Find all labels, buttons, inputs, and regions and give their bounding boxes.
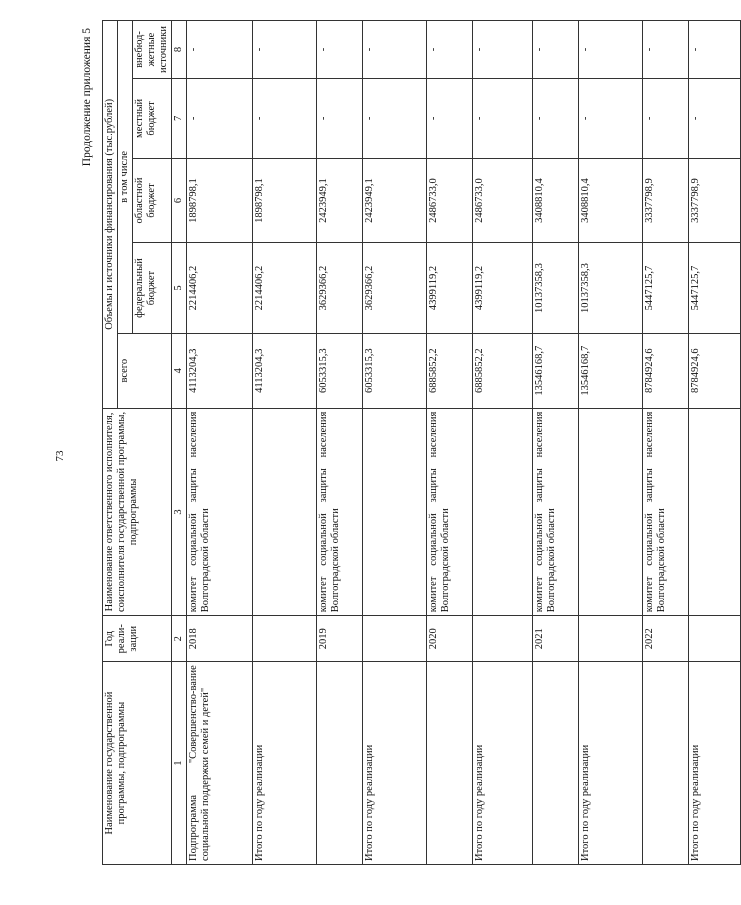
row-federal: 4399119,2 (473, 243, 533, 334)
row-executor (579, 408, 643, 616)
row-executor: комитет социальной защиты населения Волгоградской области (317, 408, 363, 616)
row-executor (689, 408, 741, 616)
row-regional: 2486733,0 (473, 158, 533, 243)
row-regional: 2423949,1 (363, 158, 427, 243)
row-name (643, 662, 689, 865)
table-row (579, 21, 643, 865)
row-name: Итого по году реализации (253, 662, 317, 865)
row-local: - (533, 79, 579, 159)
row-regional: 3408810,4 (579, 158, 643, 243)
row-total: 13546168,7 (579, 333, 643, 408)
row-executor: комитет социальной защиты населения Волгоградской области (643, 408, 689, 616)
column-number: 7 (172, 79, 187, 159)
row-federal: 5447125,7 (643, 243, 689, 334)
row-local: - (427, 79, 473, 159)
row-local: - (473, 79, 533, 159)
row-local: - (317, 79, 363, 159)
row-federal: 5447125,7 (689, 243, 741, 334)
header-year: Год реали-зации (103, 616, 172, 662)
row-extrabudget: - (643, 21, 689, 79)
row-year: 2018 (187, 616, 253, 662)
column-number: 5 (172, 243, 187, 334)
row-local: - (579, 79, 643, 159)
row-extrabudget: - (689, 21, 741, 79)
row-name (533, 662, 579, 865)
page-number: 73 (54, 450, 66, 462)
row-extrabudget: - (187, 21, 253, 79)
row-federal: 3629366,2 (317, 243, 363, 334)
column-number: 3 (172, 408, 187, 616)
row-extrabudget: - (427, 21, 473, 79)
table-row (473, 21, 533, 865)
column-number: 8 (172, 21, 187, 79)
row-regional: 3337798,9 (689, 158, 741, 243)
row-regional: 2423949,1 (317, 158, 363, 243)
table-row (363, 21, 427, 865)
column-number: 2 (172, 616, 187, 662)
row-year (579, 616, 643, 662)
row-executor: комитет социальной защиты населения Волгоградской области (187, 408, 253, 616)
row-local: - (187, 79, 253, 159)
row-name (317, 662, 363, 865)
table-row (689, 21, 741, 865)
row-name (427, 662, 473, 865)
header-total: всего (118, 333, 172, 408)
row-regional: 1898798,1 (253, 158, 317, 243)
table-row (187, 21, 253, 865)
row-total: 6053315,3 (317, 333, 363, 408)
row-extrabudget: - (363, 21, 427, 79)
column-number-row (172, 21, 187, 865)
row-total: 13546168,7 (533, 333, 579, 408)
row-name: Подпрограмма "Совершенство-вание социальной поддержки семей и детей" (187, 662, 253, 865)
header-local: местный бюджет (133, 79, 172, 159)
table-row (253, 21, 317, 865)
row-year (253, 616, 317, 662)
row-name: Итого по году реализации (363, 662, 427, 865)
header-regional: областной бюджет (133, 158, 172, 243)
row-local: - (253, 79, 317, 159)
row-name: Итого по году реализации (689, 662, 741, 865)
header-funding: Объемы и источники финансирования (тыс.рублей) (103, 21, 118, 409)
table-row (533, 21, 579, 865)
row-federal: 10137358,3 (579, 243, 643, 334)
row-name: Итого по году реализации (579, 662, 643, 865)
row-extrabudget: - (253, 21, 317, 79)
row-extrabudget: - (533, 21, 579, 79)
row-total: 8784924,6 (689, 333, 741, 408)
column-number: 6 (172, 158, 187, 243)
row-federal: 2214406,2 (253, 243, 317, 334)
row-federal: 2214406,2 (187, 243, 253, 334)
funding-table (102, 20, 741, 865)
column-number: 4 (172, 333, 187, 408)
row-year: 2020 (427, 616, 473, 662)
row-regional: 2486733,0 (427, 158, 473, 243)
header-extrabudget: внебюд-жетные источники (133, 21, 172, 79)
row-federal: 3629366,2 (363, 243, 427, 334)
header-program: Наименование государственной программы, подпрограммы (103, 662, 172, 865)
row-local: - (689, 79, 741, 159)
row-total: 8784924,6 (643, 333, 689, 408)
row-extrabudget: - (579, 21, 643, 79)
row-local: - (643, 79, 689, 159)
row-year: 2021 (533, 616, 579, 662)
row-total: 4113204,3 (187, 333, 253, 408)
row-local: - (363, 79, 427, 159)
row-executor (253, 408, 317, 616)
row-total: 4113204,3 (253, 333, 317, 408)
row-year (473, 616, 533, 662)
rotated-page (80, 20, 701, 865)
row-name: Итого по году реализации (473, 662, 533, 865)
row-extrabudget: - (473, 21, 533, 79)
row-total: 6053315,3 (363, 333, 427, 408)
table-row (643, 21, 689, 865)
row-executor (473, 408, 533, 616)
row-executor: комитет социальной защиты населения Волгоградской области (533, 408, 579, 616)
header-executor: Наименование ответственного исполнителя, соисполнителя государственной программы, подпрограммы (103, 408, 172, 616)
appendix-caption: Продолжение приложения 5 (81, 28, 93, 167)
row-total: 6885852,2 (473, 333, 533, 408)
header-federal: федеральный бюджет (133, 243, 172, 334)
row-regional: 3408810,4 (533, 158, 579, 243)
column-number: 1 (172, 662, 187, 865)
row-total: 6885852,2 (427, 333, 473, 408)
table-row (427, 21, 473, 865)
header-row-1 (103, 21, 118, 865)
row-executor (363, 408, 427, 616)
header-including: в том числе (118, 21, 133, 334)
row-year (363, 616, 427, 662)
row-year: 2019 (317, 616, 363, 662)
row-extrabudget: - (317, 21, 363, 79)
row-year (689, 616, 741, 662)
row-federal: 10137358,3 (533, 243, 579, 334)
row-year: 2022 (643, 616, 689, 662)
row-federal: 4399119,2 (427, 243, 473, 334)
row-regional: 1898798,1 (187, 158, 253, 243)
table-row (317, 21, 363, 865)
row-executor: комитет социальной защиты населения Волгоградской области (427, 408, 473, 616)
row-regional: 3337798,9 (643, 158, 689, 243)
